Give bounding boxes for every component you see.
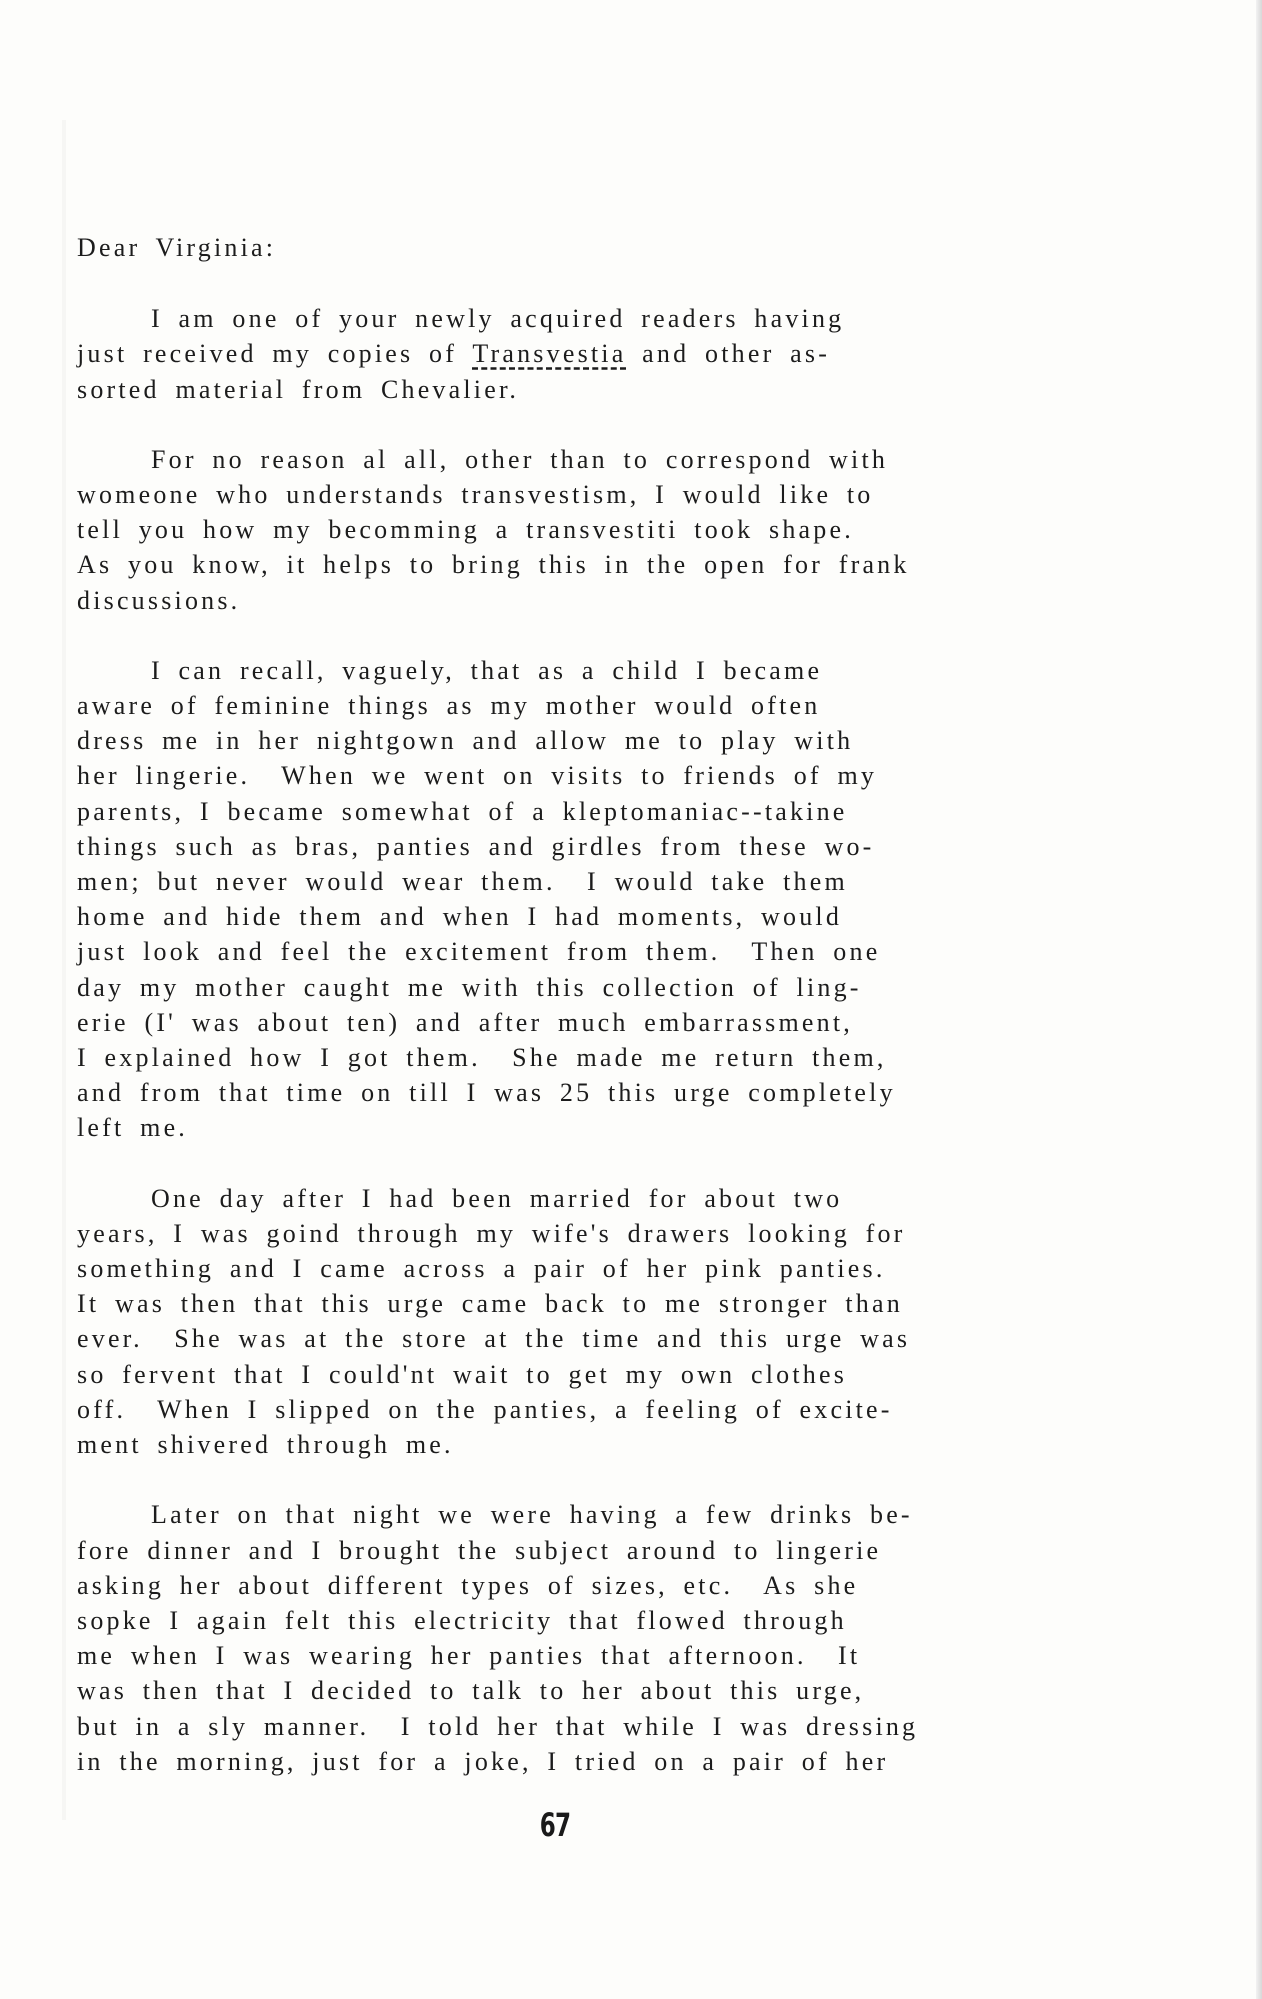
letter-body (77, 230, 1097, 1814)
text-line: things such as bras, panties and girdles from these wo- (77, 831, 875, 861)
paragraph-1 (77, 301, 1097, 407)
page-number: 67 (539, 1806, 571, 1844)
text-line: ment shivered through me. (77, 1430, 454, 1460)
paragraph-4 (77, 1181, 1097, 1463)
text-line: I am one of your newly acquired readers having (151, 304, 845, 334)
text-line: discussions. (77, 585, 241, 615)
text-line: tell you how my becomming a transvestiti took shape. (77, 515, 854, 545)
text-line: just look and feel the excitement from them. Then one (77, 937, 881, 967)
text-line: sorted material from Chevalier. (77, 374, 520, 404)
text-line: dress me in her nightgown and allow me to play with (77, 726, 854, 756)
text-line: me when I was wearing her panties that afternoon. It (77, 1641, 861, 1671)
text-line: so fervent that I could'nt wait to get my own clothes (77, 1359, 848, 1389)
text-line: sopke I again felt this electricity that flowed through (77, 1605, 847, 1635)
text-line: Later on that night we were having a few drinks be- (151, 1500, 913, 1530)
paragraph-5 (77, 1497, 1097, 1779)
text-line: men; but never would wear them. I would take them (77, 867, 848, 897)
text-line: One day after I had been married for about two (151, 1183, 843, 1213)
text-line: day my mother caught me with this collection of ling- (77, 972, 862, 1002)
paragraph-2 (77, 442, 1097, 618)
text-line: fore dinner and I brought the subject around to lingerie (77, 1535, 882, 1565)
text-line: erie (I' was about ten) and after much embarrassment, (77, 1007, 853, 1037)
text-line: aware of feminine things as my mother would often (77, 691, 821, 721)
text-line: years, I was goind through my wife's drawers looking for (77, 1218, 906, 1248)
text-line: left me. (77, 1113, 189, 1143)
text-line: home and hide them and when I had moments, would (77, 902, 843, 932)
text-line: womeone who understands transvestism, I would like to (77, 480, 874, 510)
text-line: was then that I decided to talk to her about this urge, (77, 1676, 865, 1706)
publication-title: Transvestia (472, 339, 627, 369)
text-line: ever. She was at the store at the time and this urge was (77, 1324, 911, 1354)
text-line: As you know, it helps to bring this in the open for frank (77, 550, 910, 580)
text-line: just received my copies of Transvestia and other as- (77, 339, 831, 369)
text-line: I can recall, vaguely, that as a child I became (151, 655, 823, 685)
text-line: off. When I slipped on the panties, a feeling of excite- (77, 1394, 893, 1424)
text-line: but in a sly manner. I told her that while I was dressing (77, 1711, 919, 1741)
text-line: parents, I became somewhat of a kleptomaniac--takine (77, 796, 848, 826)
text-line: and from that time on till I was 25 this urge completely (77, 1078, 896, 1108)
page-gutter-shadow (62, 120, 66, 1820)
paragraph-3 (77, 653, 1097, 1146)
text-line: something and I came across a pair of her pink panties. (77, 1254, 886, 1284)
text-line: in the morning, just for a joke, I tried on a pair of her (77, 1746, 889, 1776)
text-line: For no reason al all, other than to correspond with (151, 444, 889, 474)
text-line: her lingerie. When we went on visits to friends of my (77, 761, 878, 791)
salutation: Dear Virginia: (77, 233, 277, 262)
text-line: asking her about different types of sizes, etc. As she (77, 1570, 859, 1600)
text-line: I explained how I got them. She made me return them, (77, 1043, 887, 1073)
text-line: It was then that this urge came back to me stronger than (77, 1289, 903, 1319)
page-edge (1256, 0, 1262, 1999)
